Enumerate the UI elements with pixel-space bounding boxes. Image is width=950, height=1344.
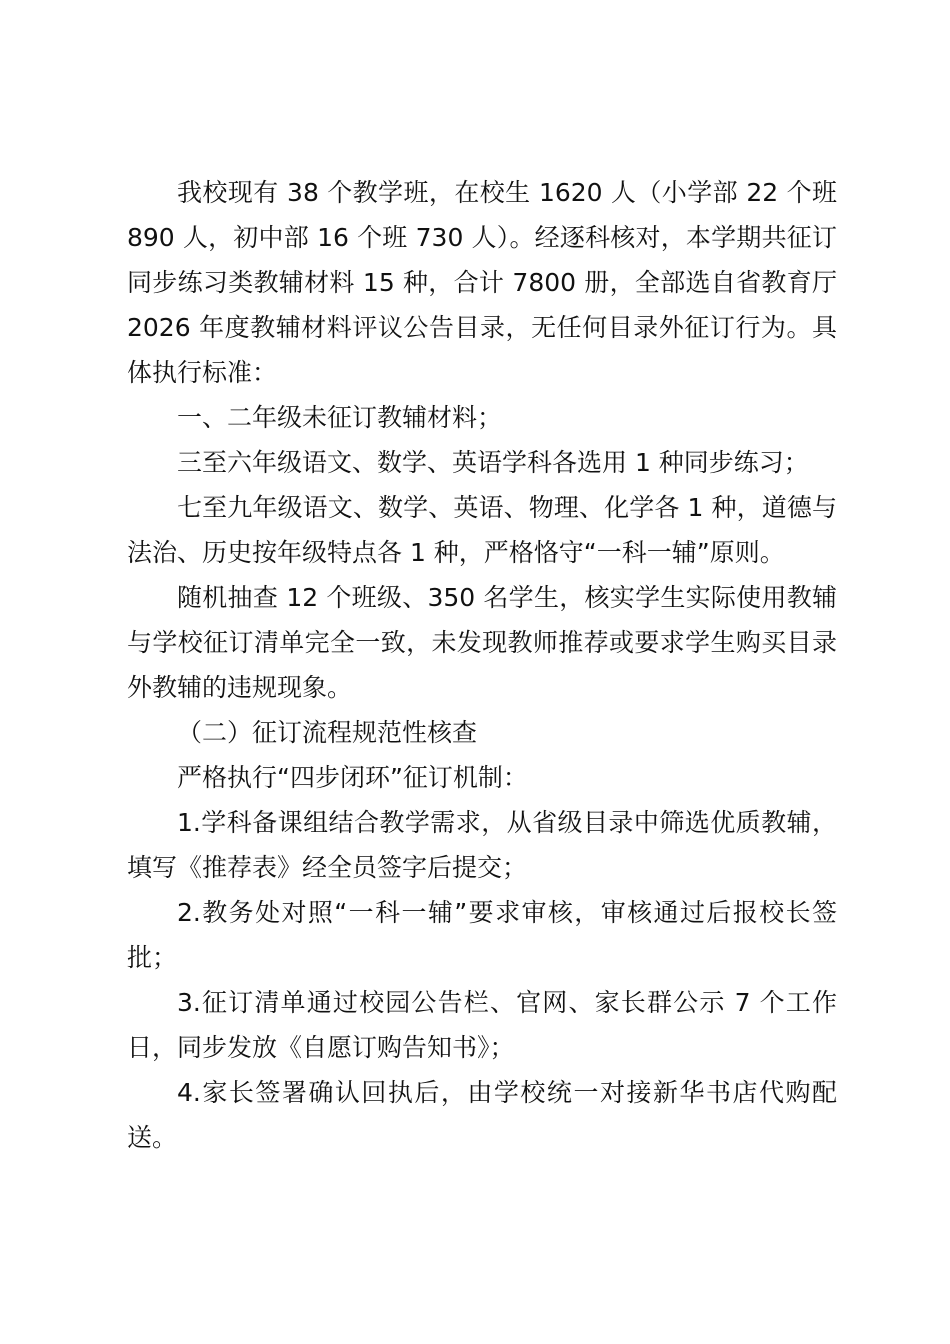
paragraph-grade-1-2: 一、二年级未征订教辅材料； — [177, 403, 503, 432]
paragraph-random-check: 随机抽查 12 个班级、350 名学生，核实学生实际使用教辅与学校征订清单完全一致，未发现教师推荐或要求学生购买目录外教辅的违规现象。 — [127, 583, 837, 702]
section-heading-process-check: （二）征订流程规范性核查 — [177, 718, 478, 747]
list-item-step-4: 4.家长签署确认回执后，由学校统一对接新华书店代购配送。 — [127, 1078, 837, 1152]
list-item-step-1: 1.学科备课组结合教学需求，从省级目录中筛选优质教辅，填写《推荐表》经全员签字后提交； — [127, 808, 837, 882]
paragraph-grade-3-6: 三至六年级语文、数学、英语学科各选用 1 种同步练习； — [177, 448, 809, 477]
list-item-step-2: 2.教务处对照“一科一辅”要求审核，审核通过后报校长签批； — [127, 898, 837, 972]
list-item-step-3: 3.征订清单通过校园公告栏、官网、家长群公示 7 个工作日，同步发放《自愿订购告知书》； — [127, 988, 837, 1062]
paragraph-school-overview: 我校现有 38 个教学班，在校生 1620 人（小学部 22 个班 890 人，初中部 16 个班 730 人）。经逐科核对，本学期共征订同步练习类教辅材料 15 种，合计 7800 册，全部选自省教育厅 2026 年度教辅材料评议公告目录，无任何目录外征订行为。具体执行标准： — [127, 178, 837, 387]
paragraph-grade-7-9: 七至九年级语文、数学、英语、物理、化学各 1 种，道德与法治、历史按年级特点各 1 种，严格恪守“一科一辅”原则。 — [127, 493, 837, 567]
paragraph-four-step-mechanism: 严格执行“四步闭环”征订机制： — [177, 763, 528, 792]
document-body — [127, 170, 837, 1160]
